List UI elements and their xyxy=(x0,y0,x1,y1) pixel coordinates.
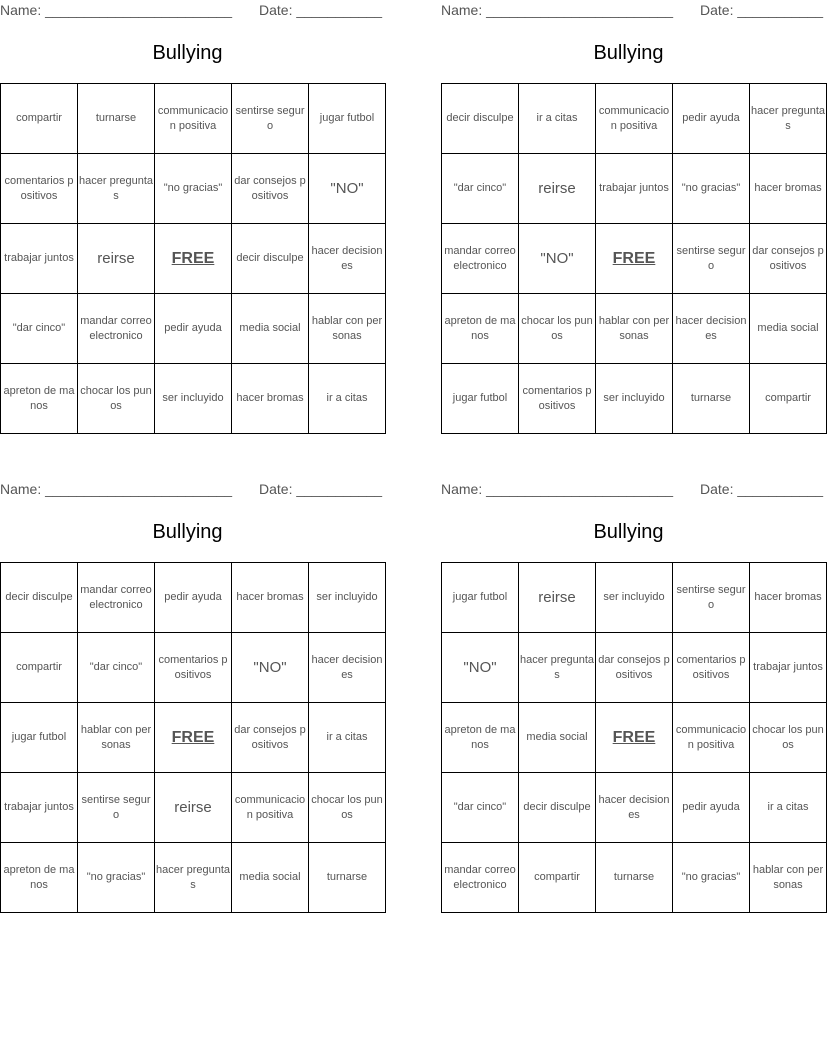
grid-cell: hacer preguntas xyxy=(519,633,596,703)
bingo-grid xyxy=(441,83,827,434)
grid-cell: hacer bromas xyxy=(232,563,309,633)
grid-cell: jugar futbol xyxy=(442,563,519,633)
grid-cell: apreton de manos xyxy=(1,364,78,434)
grid-row xyxy=(1,563,386,633)
grid-cell: "dar cinco" xyxy=(442,154,519,224)
grid-cell: decir disculpe xyxy=(519,773,596,843)
bingo-card-1 xyxy=(0,0,383,412)
grid-cell: "dar cinco" xyxy=(78,633,155,703)
grid-cell: reirse xyxy=(519,563,596,633)
grid-row xyxy=(442,703,827,773)
grid-cell: ir a citas xyxy=(309,364,386,434)
bingo-card-4 xyxy=(441,479,824,891)
grid-cell: compartir xyxy=(1,633,78,703)
grid-row xyxy=(1,364,386,434)
grid-cell: trabajar juntos xyxy=(1,773,78,843)
grid-cell: ser incluyido xyxy=(309,563,386,633)
grid-cell: pedir ayuda xyxy=(673,84,750,154)
grid-cell: chocar los punos xyxy=(519,294,596,364)
grid-cell: "NO" xyxy=(519,224,596,294)
bingo-grid xyxy=(0,562,386,913)
grid-cell: dar consejos positivos xyxy=(750,224,827,294)
grid-cell: communicacion positiva xyxy=(596,84,673,154)
grid-cell: hacer preguntas xyxy=(750,84,827,154)
grid-cell: jugar futbol xyxy=(1,703,78,773)
grid-row xyxy=(442,364,827,434)
grid-cell: reirse xyxy=(519,154,596,224)
grid-row xyxy=(442,224,827,294)
grid-cell: sentirse seguro xyxy=(673,224,750,294)
bingo-card-3 xyxy=(0,479,383,891)
card-header xyxy=(0,479,382,501)
grid-cell: chocar los punos xyxy=(78,364,155,434)
grid-cell: mandar correo electronico xyxy=(78,294,155,364)
grid-cell: apreton de manos xyxy=(1,843,78,913)
bingo-grid xyxy=(441,562,827,913)
grid-row xyxy=(1,84,386,154)
grid-cell: "no gracias" xyxy=(673,843,750,913)
name-field: Name: ________________________ xyxy=(441,2,673,18)
card-header xyxy=(441,0,823,22)
grid-cell: ser incluyido xyxy=(596,364,673,434)
card-title: Bullying xyxy=(152,42,223,64)
grid-cell: pedir ayuda xyxy=(155,294,232,364)
grid-cell: reirse xyxy=(78,224,155,294)
grid-cell: "dar cinco" xyxy=(442,773,519,843)
grid-cell: decir disculpe xyxy=(442,84,519,154)
grid-row xyxy=(1,633,386,703)
grid-cell: turnarse xyxy=(309,843,386,913)
grid-row xyxy=(1,703,386,773)
grid-cell: hacer preguntas xyxy=(155,843,232,913)
grid-cell: compartir xyxy=(750,364,827,434)
grid-cell: hacer bromas xyxy=(750,154,827,224)
grid-cell: trabajar juntos xyxy=(750,633,827,703)
grid-cell: ir a citas xyxy=(519,84,596,154)
grid-cell: ser incluyido xyxy=(596,563,673,633)
grid-cell: "NO" xyxy=(442,633,519,703)
grid-cell: comentarios positivos xyxy=(1,154,78,224)
grid-cell: dar consejos positivos xyxy=(232,154,309,224)
grid-cell: "no gracias" xyxy=(673,154,750,224)
grid-cell: media social xyxy=(232,294,309,364)
grid-cell: sentirse seguro xyxy=(673,563,750,633)
grid-row xyxy=(1,843,386,913)
grid-cell: mandar correo electronico xyxy=(78,563,155,633)
grid-cell: "dar cinco" xyxy=(1,294,78,364)
grid-cell: hablar con personas xyxy=(596,294,673,364)
grid-cell: "NO" xyxy=(232,633,309,703)
grid-cell: apreton de manos xyxy=(442,703,519,773)
grid-row xyxy=(442,563,827,633)
grid-cell: hacer decisiones xyxy=(309,224,386,294)
bingo-card-2 xyxy=(441,0,825,412)
grid-cell: media social xyxy=(750,294,827,364)
free-space: FREE xyxy=(596,224,673,294)
grid-cell: sentirse seguro xyxy=(78,773,155,843)
free-space: FREE xyxy=(596,703,673,773)
grid-cell: media social xyxy=(519,703,596,773)
grid-row xyxy=(442,633,827,703)
grid-cell: decir disculpe xyxy=(232,224,309,294)
grid-row xyxy=(1,773,386,843)
grid-cell: comentarios positivos xyxy=(519,364,596,434)
grid-cell: communicacion positiva xyxy=(155,84,232,154)
grid-row xyxy=(1,224,386,294)
grid-cell: ser incluyido xyxy=(155,364,232,434)
grid-cell: ir a citas xyxy=(750,773,827,843)
grid-cell: hacer bromas xyxy=(232,364,309,434)
date-field: Date: ___________ xyxy=(700,481,823,497)
grid-cell: turnarse xyxy=(673,364,750,434)
grid-cell: mandar correo electronico xyxy=(442,224,519,294)
grid-cell: ir a citas xyxy=(309,703,386,773)
grid-cell: pedir ayuda xyxy=(673,773,750,843)
grid-cell: comentarios positivos xyxy=(155,633,232,703)
grid-cell: hablar con personas xyxy=(78,703,155,773)
card-header xyxy=(441,479,823,501)
grid-cell: "no gracias" xyxy=(78,843,155,913)
grid-row xyxy=(442,843,827,913)
grid-cell: sentirse seguro xyxy=(232,84,309,154)
grid-cell: compartir xyxy=(1,84,78,154)
grid-cell: dar consejos positivos xyxy=(232,703,309,773)
grid-row xyxy=(442,84,827,154)
grid-cell: hacer bromas xyxy=(750,563,827,633)
grid-cell: pedir ayuda xyxy=(155,563,232,633)
grid-cell: mandar correo electronico xyxy=(442,843,519,913)
card-header xyxy=(0,0,382,22)
card-title: Bullying xyxy=(152,521,223,543)
grid-cell: comentarios positivos xyxy=(673,633,750,703)
grid-cell: jugar futbol xyxy=(442,364,519,434)
grid-row xyxy=(442,154,827,224)
date-field: Date: ___________ xyxy=(259,481,382,497)
card-title: Bullying xyxy=(593,521,664,543)
name-field: Name: ________________________ xyxy=(441,481,673,497)
grid-cell: trabajar juntos xyxy=(596,154,673,224)
grid-cell: reirse xyxy=(155,773,232,843)
bingo-grid xyxy=(0,83,386,434)
free-space: FREE xyxy=(155,224,232,294)
grid-cell: chocar los punos xyxy=(309,773,386,843)
grid-cell: hacer decisiones xyxy=(309,633,386,703)
date-field: Date: ___________ xyxy=(259,2,382,18)
grid-cell: media social xyxy=(232,843,309,913)
grid-cell: turnarse xyxy=(78,84,155,154)
grid-cell: decir disculpe xyxy=(1,563,78,633)
grid-cell: hablar con personas xyxy=(309,294,386,364)
grid-cell: jugar futbol xyxy=(309,84,386,154)
grid-row xyxy=(442,773,827,843)
grid-cell: compartir xyxy=(519,843,596,913)
name-field: Name: ________________________ xyxy=(0,481,232,497)
grid-cell: communicacion positiva xyxy=(673,703,750,773)
grid-row xyxy=(1,294,386,364)
grid-cell: dar consejos positivos xyxy=(596,633,673,703)
grid-cell: hacer decisiones xyxy=(596,773,673,843)
grid-cell: hacer decisiones xyxy=(673,294,750,364)
grid-cell: hablar con personas xyxy=(750,843,827,913)
grid-cell: chocar los punos xyxy=(750,703,827,773)
grid-row xyxy=(442,294,827,364)
grid-row xyxy=(1,154,386,224)
grid-cell: "NO" xyxy=(309,154,386,224)
grid-cell: apreton de manos xyxy=(442,294,519,364)
grid-cell: turnarse xyxy=(596,843,673,913)
date-field: Date: ___________ xyxy=(700,2,823,18)
free-space: FREE xyxy=(155,703,232,773)
grid-cell: "no gracias" xyxy=(155,154,232,224)
grid-cell: communicacion positiva xyxy=(232,773,309,843)
card-title: Bullying xyxy=(593,42,664,64)
grid-cell: hacer preguntas xyxy=(78,154,155,224)
name-field: Name: ________________________ xyxy=(0,2,232,18)
grid-cell: trabajar juntos xyxy=(1,224,78,294)
